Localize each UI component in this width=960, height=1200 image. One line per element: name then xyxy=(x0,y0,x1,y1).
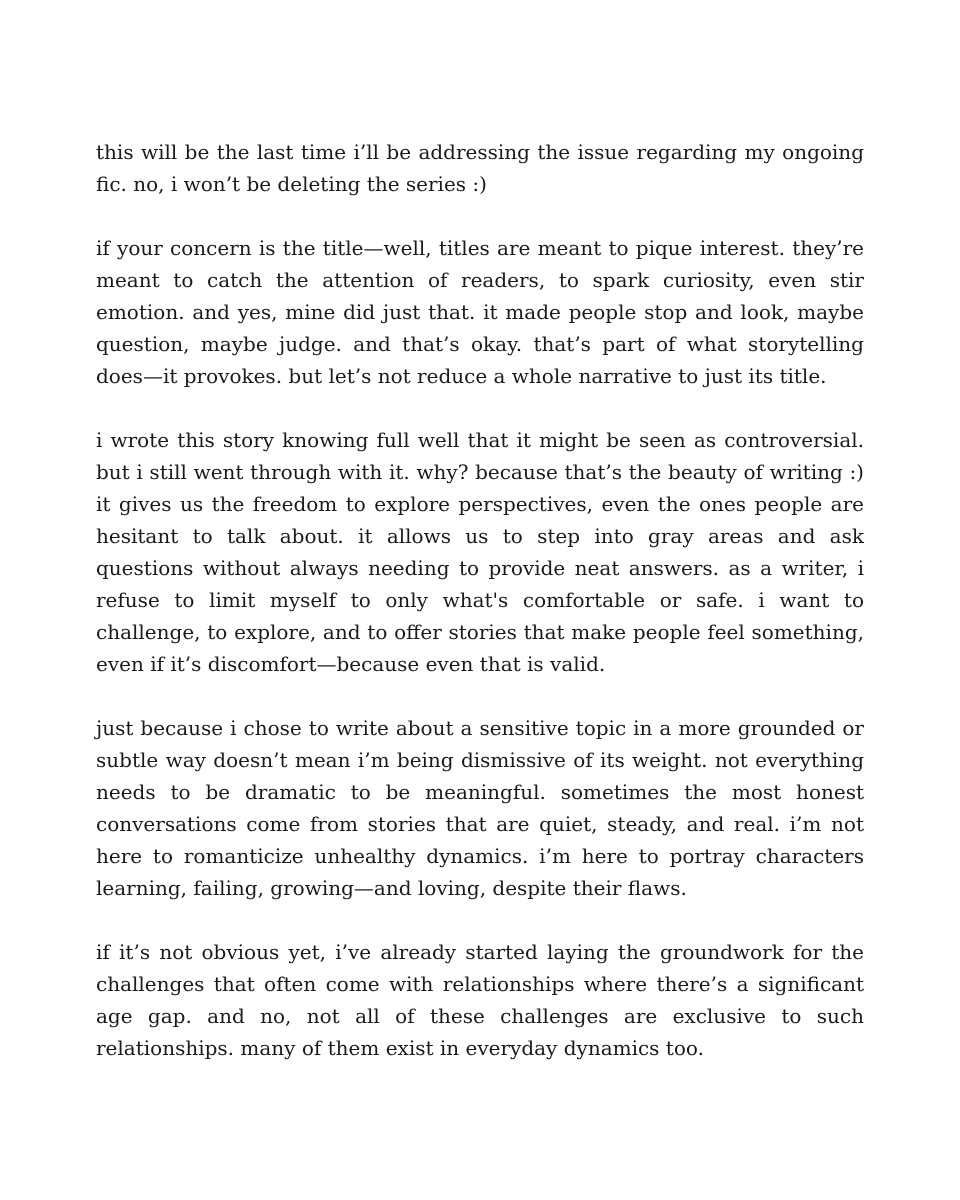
paragraph: just because i chose to write about a sensitive topic in a more grounded or subtle way doesn’t mean i’m being dismissive of its weight. not everything needs to be dramatic to be meaningful. sometimes the most honest conversations come from stories that are quiet, steady, and real. i’m not here to romanticize unhealthy dynamics. i’m here to portray characters learning, failing, growing—and loving, despite their flaws. xyxy=(96,716,864,900)
document-body xyxy=(96,136,864,1064)
paragraph: if it’s not obvious yet, i’ve already started laying the groundwork for the challenges that often come with relationships where there’s a significant age gap. and no, not all of these challenges are exclusive to such relationships. many of them exist in everyday dynamics too. xyxy=(96,940,864,1060)
paragraph: i wrote this story knowing full well that it might be seen as controversial. but i still went through with it. why? because that’s the beauty of writing :) it gives us the freedom to explore perspectives, even the ones people are hesitant to talk about. it allows us to step into gray areas and ask questions without always needing to provide neat answers. as a writer, i refuse to limit myself to only what's comfortable or safe. i want to challenge, to explore, and to offer stories that make people feel something, even if it’s discomfort—because even that is valid. xyxy=(96,428,864,676)
paragraph: if your concern is the title—well, titles are meant to pique interest. they’re meant to catch the attention of readers, to spark curiosity, even stir emotion. and yes, mine did just that. it made people stop and look, maybe question, maybe judge. and that’s okay. that’s part of what storytelling does—it provokes. but let’s not reduce a whole narrative to just its title. xyxy=(96,236,864,388)
paragraph: this will be the last time i’ll be addressing the issue regarding my ongoing fic. no, i won’t be deleting the series :) xyxy=(96,140,864,196)
